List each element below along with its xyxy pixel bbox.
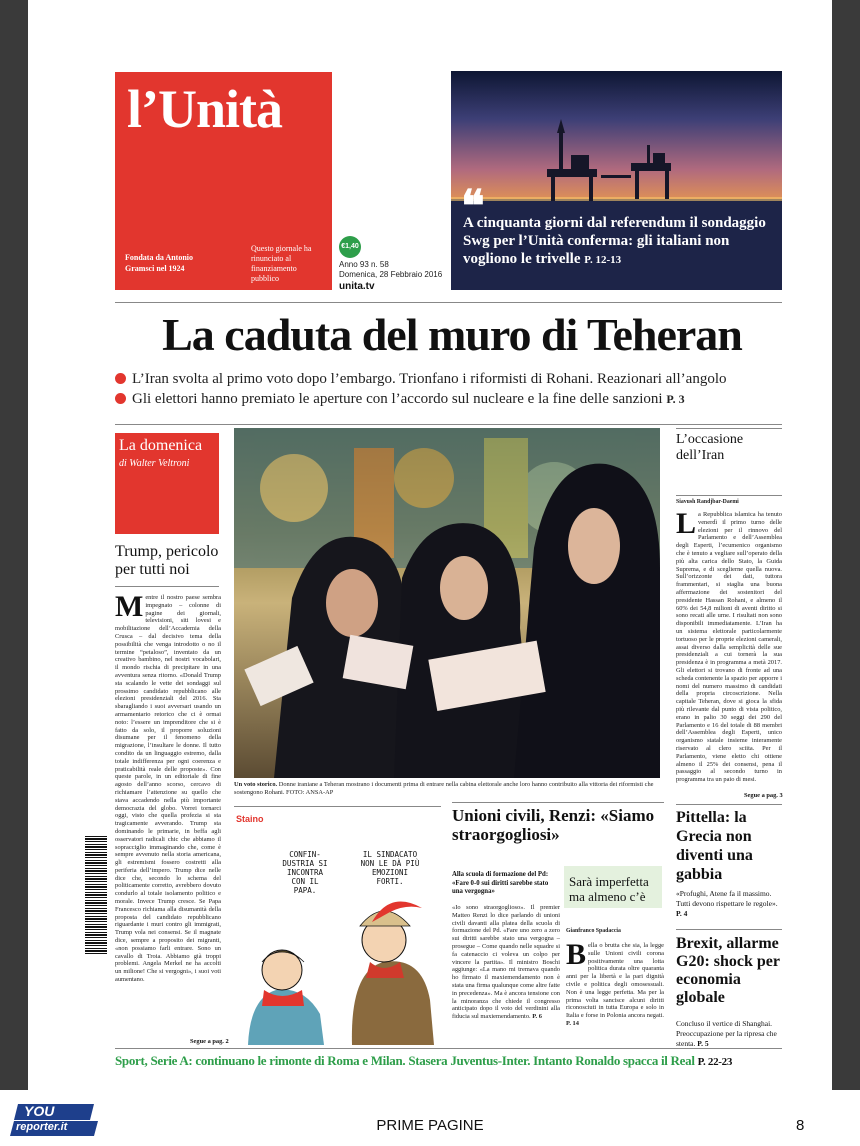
divider	[452, 802, 664, 803]
cartoon-label: Staino	[236, 814, 264, 824]
speech-bubble-left: CONFIN- DUSTRIA SI INCONTRA CON IL PAPA.	[282, 850, 328, 895]
divider	[115, 586, 219, 587]
drop-cap: B	[566, 942, 587, 971]
imperfetta-title[interactable]: Sarà imperfetta ma almeno c’è	[569, 874, 649, 904]
divider	[676, 804, 782, 805]
column-box	[115, 433, 219, 534]
voters-illustration	[234, 428, 660, 778]
divider	[115, 424, 782, 425]
divider	[676, 495, 782, 496]
main-headline[interactable]: La caduta del muro di Teheran	[162, 309, 742, 360]
occasione-text: a Repubblica islamica ha tenuto venerdì il primo turno delle elezioni per il rinnovo del Parlamento e dell’Assemblea degli Esperti, l’ecumenico organismo che è tenuto a vegliare sull’operato della più alta carica dello Stato, la Guida Suprema, e di sceglierne quella nuova. Sull’orizzonte dei dati, tuttora frammentari, si staglia una buona affermazione dei sostenitori del presidente Hassan Rohani, e almeno il 60% dei 54,8 milioni di aventi diritto si sono recati alle urne. I risultati non sono disponibili immediatamente. L’Iran ha un sistema elettorale particolarmente tortuoso per le proprie elezioni camerali, assai diverso dalla semplicità delle sue presidenziali a cui tornerà la sua presidenza è in programma a metà 2017. Gli elettori si trovano di fronte ad una scheda contenente la spazio per apporre i nomi del numero massimo di candidati della propria circoscrizione. Nella capitale Teheran, dove si gioca la sfida più rilevante dal punto di vista politico, erano in palio 30 seggi dei 290 del Parlamento e 16 del totale di 88 membri dell’Assemblea degli Esperti, unico organismo statale insieme interamente riservato al clero sciita. Per il Parlamento, viene eletto chi ottiene almeno il 25% dei consensi, pena il passaggio al secondo turno in programma tra un paio di mesi.	[676, 511, 782, 784]
hero-headline-text: A cinquanta giorni dal referendum il sondaggio Swg per l’Unità conferma: gli italiani non vogliono le trivelle	[463, 215, 766, 267]
imperfetta-text: ella o brutta che sia, la legge sulle Unioni civili corona positivamente una lotta politica durata oltre quaranta anni per la libertà e la pari dignità civile e politica degli omosessuali. Non è una legge perfetta. Ma per la prima volta sancisce alcuni diritti riconosciuti in tutta Europa e solo in Italia e forse in Polonia ancora negati.	[566, 942, 664, 1020]
divider	[115, 1048, 782, 1049]
viewer-margin-left	[0, 0, 28, 1090]
speech-bubble-right: IL SINDACATO NON LE DÀ PIÙ EMOZIONI FORTI.	[360, 850, 420, 886]
divider	[234, 806, 441, 807]
unioni-body	[452, 904, 560, 1041]
subhead-2-ref: P. 3	[666, 392, 685, 406]
opinion-box	[564, 866, 662, 908]
brexit-summary-text: Concluso il vertice di Shanghai. Preoccupazione per la ripresa che stenta.	[676, 1019, 777, 1048]
viewer-margin-right	[832, 0, 860, 1090]
subhead-2-text: Gli elettori hanno premiato le aperture con l’accordo sul nucleare e la fine delle sanzioni	[132, 391, 663, 407]
iran-election-photo	[234, 428, 660, 778]
subhead-1	[115, 371, 795, 388]
trump-article-title[interactable]: Trump, pericolo per tutti noi	[115, 543, 219, 578]
trump-article-text: entre il nostro paese sembra impegnato – colonne di pagine dei giornali, televisioni, siti lovesi e mobilitazione dell’Accademia della Crusca – dal decisivo tema della possibilità che venga introdotto o no il termine “petaloso”, inventato da un creativo bambino, nel nostri vocabolari, il mondo rischia di precipitare in una avventura senza ritorno. «Donald Trump sta scalando le vette dei sondaggi sul prossimo candidato repubblicano alle elezioni presidenziali del 2016. Sta sbaragliando i suoi avversari usando un armamentario retorico che ci è ormai noto: l’essere un imprenditore che si è fatto da solo, il proporre soluzioni disumane per il fenomeno della migrazione, l’insultare le donne. Il tutto condito da un linguaggio estremo, dalla totale indifferenza per ogni coerenza e praticabilità reale delle proposte». Con queste parole, in un editoriale di fine agosto dell’anno scorso, cercavo di richiamare l’attenzione su quello che stava accadendo nella più importante democrazia del globo. Vorrei tornarci oggi, visto che quella profezia si sta tragicamente avverando. Trump sta dominando le primarie, in beffa agli osservatori radicali chic che abbiamo il sopracciglio immaginando che, come è sempre avvenuto nella storia americana, gli estremismi fossero costretti alla periferia dell’impero. Trump dice nelle dice che, secondo lo schema del politicamente corretto, avrebbero dovuto condurlo al totale isolamento politico e morale. Invece Trump cresce. Se Papa Francesco richiama alla disumanità della proposta del candidato repubblicano riguardante i muri contro gli immigrati, Trump vola nei consensi. Se il magnate dice, sempre a proposito dei migranti, «non possiamo farli entrare. Sono un cavallo di Troia. Abbiamo già troppi problemi. Angela Merkel ne ha accolti un milione! Che si vergogni», i suoi voti aumentano.	[115, 594, 221, 984]
section-label: PRIME PAGINE	[376, 1117, 484, 1134]
imperfetta-author: Gianfranco Spadaccia	[566, 928, 621, 934]
caption-title: Un voto storico.	[234, 781, 278, 788]
brexit-ref: P. 5	[697, 1039, 709, 1048]
occasione-body	[676, 511, 782, 791]
pittella-quote	[676, 889, 784, 919]
cartoon	[234, 830, 441, 1045]
brexit-title[interactable]: Brexit, allarme G20: shock per economia globale	[676, 935, 780, 1006]
logo-text-top: YOU	[24, 1103, 55, 1119]
divider	[676, 428, 782, 429]
divider	[676, 929, 782, 930]
bullet-icon	[115, 373, 126, 384]
bullet-icon	[115, 393, 126, 404]
caption-credit: FOTO: ANSA-AP	[286, 789, 334, 796]
sport-teaser[interactable]	[115, 1053, 815, 1069]
unioni-ref: P. 6	[532, 1013, 542, 1021]
subhead-2	[115, 391, 795, 408]
quote-icon: ❝	[461, 182, 485, 231]
funding-note: Questo giornale ha rinunciato al finanziamento pubblico	[251, 244, 312, 283]
logo-text-bottom: reporter.it	[16, 1121, 68, 1133]
unioni-text: «Io sono straorgoglioso». Il premier Matteo Renzi lo dice parlando di unioni civili davanti alla platea della scuola di formazione del Pd. «Fare uno zero a zero sui diritti sarebbe stato una vergogna – prosegue – Come quando nelle squadre si fa catenaccio ci voleva un colpo per vincere la partita». Il ministro Boschi aggiunge: «La mano mi tremava quando ho firmato il maxiemendamento non è stata una firma qualunque come altre fatte in precedenza». Ma è ancora tensione con la minoranza che chiede il congresso anticipato dopo il voto del verdinini alla fiducia sul maxiemendamento.	[452, 904, 560, 1021]
unioni-title[interactable]: Unioni civili, Renzi: «Siamo straorgogliosi»	[452, 806, 655, 844]
newspaper-logo: l’Unità	[127, 79, 282, 139]
page-number: 8	[796, 1117, 805, 1134]
website-label: unita.tv	[339, 281, 375, 292]
founded-note: Fondata da Antonio Gramsci nel 1924	[125, 253, 194, 273]
price-badge: €1,40	[339, 236, 361, 258]
issue-date: Domenica, 28 Febbraio 2016	[339, 270, 443, 279]
trump-continued: Segue a pag. 2	[190, 1038, 229, 1045]
caption-text: Donne iraniane a Teheran mostrano i documenti prima di entrare nella cabina elettorale anche loro hanno contribuito alla vittoria dei riformisti che sostengono Rohani.	[234, 781, 654, 796]
sport-ref: P. 22-23	[697, 1056, 733, 1068]
column-title: La domenica	[119, 437, 203, 454]
pittella-quote-text: «Profughi, Atene fa il massimo. Tutti devono rispettare le regole».	[676, 889, 778, 908]
hero-headline[interactable]	[463, 214, 775, 269]
imperfetta-body	[566, 942, 664, 1044]
drop-cap: L	[676, 511, 697, 540]
column-author: di Walter Veltroni	[119, 458, 190, 469]
subhead-1-text: L’Iran svolta al primo voto dopo l’embargo. Trionfano i riformisti di Rohani. Reazionari all’angolo	[132, 371, 727, 387]
occasione-continued: Segue a pag. 3	[744, 792, 783, 799]
imperfetta-ref: P. 14	[566, 1019, 579, 1027]
hero-image	[451, 71, 782, 290]
sport-teaser-text: Sport, Serie A: continuano le rimonte di Roma e Milan. Stasera Juventus-Inter. Intanto Ronaldo spacca il Real	[115, 1053, 695, 1068]
trump-article-body	[115, 594, 221, 1038]
barcode	[85, 836, 107, 954]
pittella-title[interactable]: Pittella: la Grecia non diventi una gabbia	[676, 809, 753, 883]
masthead-box	[115, 72, 332, 290]
pittella-ref: P. 4	[676, 909, 688, 918]
occasione-author: Siavush Randjbar-Daemi	[676, 499, 739, 505]
drop-cap: M	[115, 594, 144, 623]
divider	[115, 302, 782, 303]
hero-page-ref: P. 12-13	[584, 254, 622, 266]
occasione-title[interactable]: L’occasione dell’Iran	[676, 432, 744, 463]
issue-info	[339, 260, 442, 280]
photo-caption	[234, 781, 660, 797]
brexit-summary	[676, 1019, 784, 1049]
issue-number: Anno 93 n. 58	[339, 260, 389, 269]
unioni-kicker: Alla scuola di formazione del Pd: «Fare 0-0 sui diritti sarebbe stato una vergogna»	[452, 871, 549, 895]
